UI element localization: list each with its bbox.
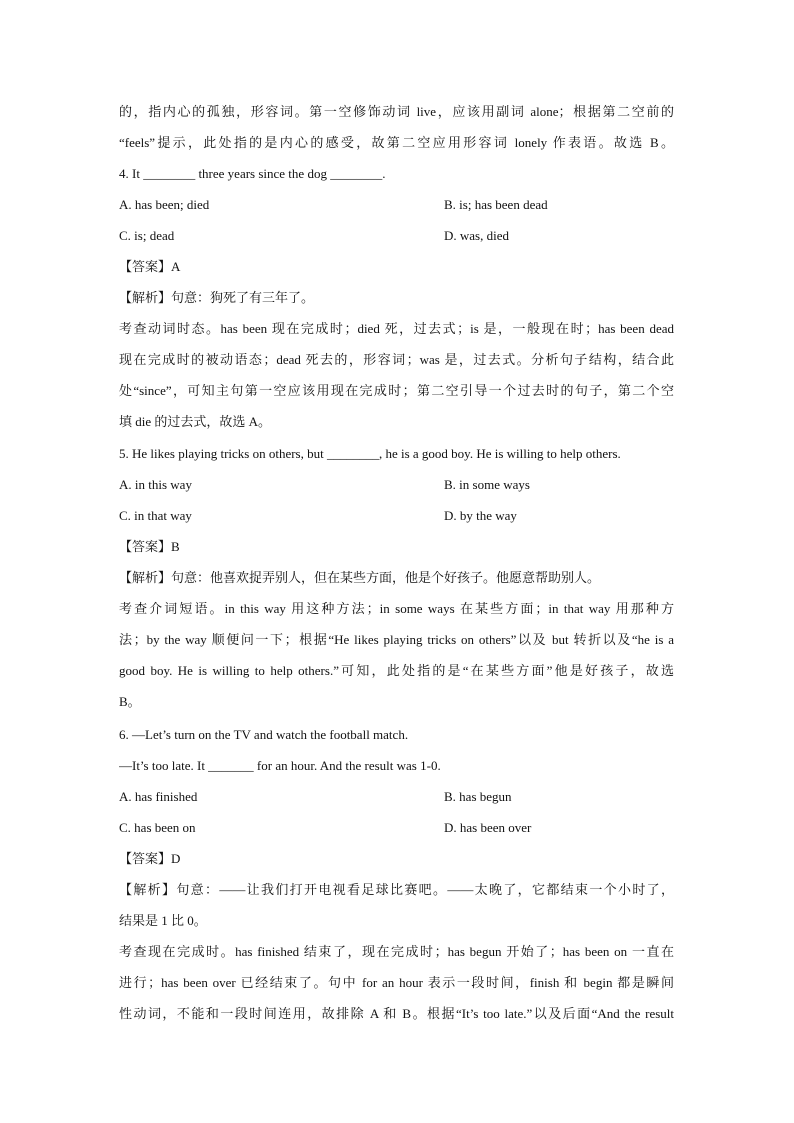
question-4-option-c: C. is; dead <box>119 228 175 243</box>
question-5-option-a: A. in this way <box>119 477 192 492</box>
question-4-analysis-1: 【解析】句意：狗死了有三年了。 <box>119 290 315 305</box>
question-4-analysis-5: 填 die 的过去式，故选 A。 <box>119 414 272 429</box>
question-5-analysis-3: 法；by the way 顺便问一下；根据“He likes playing tricks on others”以及 but 转折以及“he is a <box>119 632 674 647</box>
question-6-analysis-1: 【解析】句意：——让我们打开电视看足球比赛吧。——太晚了，它都结束一个小时了， <box>119 882 674 897</box>
question-4-analysis-3: 现在完成时的被动语态；dead 死去的，形容词；was 是，过去式。分析句子结构，结合此 <box>119 352 674 367</box>
question-4-option-a: A. has been; died <box>119 197 210 212</box>
question-5-analysis-1: 【解析】句意：他喜欢捉弄别人，但在某些方面，他是个好孩子。他愿意帮助别人。 <box>119 570 601 585</box>
question-6-option-a: A. has finished <box>119 789 198 804</box>
question-4-option-d: D. was, died <box>444 228 509 243</box>
question-6-option-c: C. has been on <box>119 820 196 835</box>
question-6-analysis-2: 结果是 1 比 0。 <box>119 913 207 928</box>
question-4-option-b: B. is; has been dead <box>444 197 548 212</box>
intro-line-2: “feels”提示，此处指的是内心的感受，故第二空应用形容词 lonely 作表语。故选 B。 <box>119 135 674 150</box>
question-6-stem-2: —It’s too late. It _______ for an hour. And the result was 1-0. <box>119 758 441 773</box>
question-5-option-d: D. by the way <box>444 508 517 523</box>
question-5-answer: 【答案】B <box>119 539 180 554</box>
question-5-option-b: B. in some ways <box>444 477 530 492</box>
question-6-stem-1: 6. —Let’s turn on the TV and watch the football match. <box>119 727 409 742</box>
question-6-analysis-5: 性动词，不能和一段时间连用，故排除 A 和 B。根据“It’s too late.”以及后面“And the result <box>119 1006 674 1021</box>
question-6-option-d: D. has been over <box>444 820 532 835</box>
question-6-answer: 【答案】D <box>119 851 181 866</box>
question-4-analysis-2: 考查动词时态。has been 现在完成时；died 死，过去式；is 是，一般现在时；has been dead <box>119 321 674 336</box>
question-5-analysis-5: B。 <box>119 694 141 709</box>
question-5-analysis-4: good boy. He is willing to help others.”可知，此处指的是“在某些方面”他是好孩子，故选 <box>119 663 674 678</box>
question-6-analysis-4: 进行；has been over 已经结束了。句中 for an hour 表示一段时间，finish 和 begin 都是瞬间 <box>119 975 674 990</box>
question-6-analysis-3: 考查现在完成时。has finished 结束了，现在完成时；has begun 开始了；has been on 一直在 <box>119 944 674 959</box>
intro-line-1: 的，指内心的孤独，形容词。第一空修饰动词 live，应该用副词 alone；根据第二空前的 <box>119 104 674 119</box>
question-4-analysis-4: 处“since”，可知主句第一空应该用现在完成时；第二空引导一个过去时的句子，第二个空 <box>119 383 674 398</box>
question-5-option-c: C. in that way <box>119 508 192 523</box>
question-5-analysis-2: 考查介词短语。in this way 用这种方法；in some ways 在某些方面；in that way 用那种方 <box>119 601 674 616</box>
question-4-answer: 【答案】A <box>119 259 181 274</box>
question-4-stem: 4. It ________ three years since the dog ________. <box>119 166 386 181</box>
question-6-option-b: B. has begun <box>444 789 512 804</box>
question-5-stem: 5. He likes playing tricks on others, but ________, he is a good boy. He is willing to help others. <box>119 446 621 461</box>
